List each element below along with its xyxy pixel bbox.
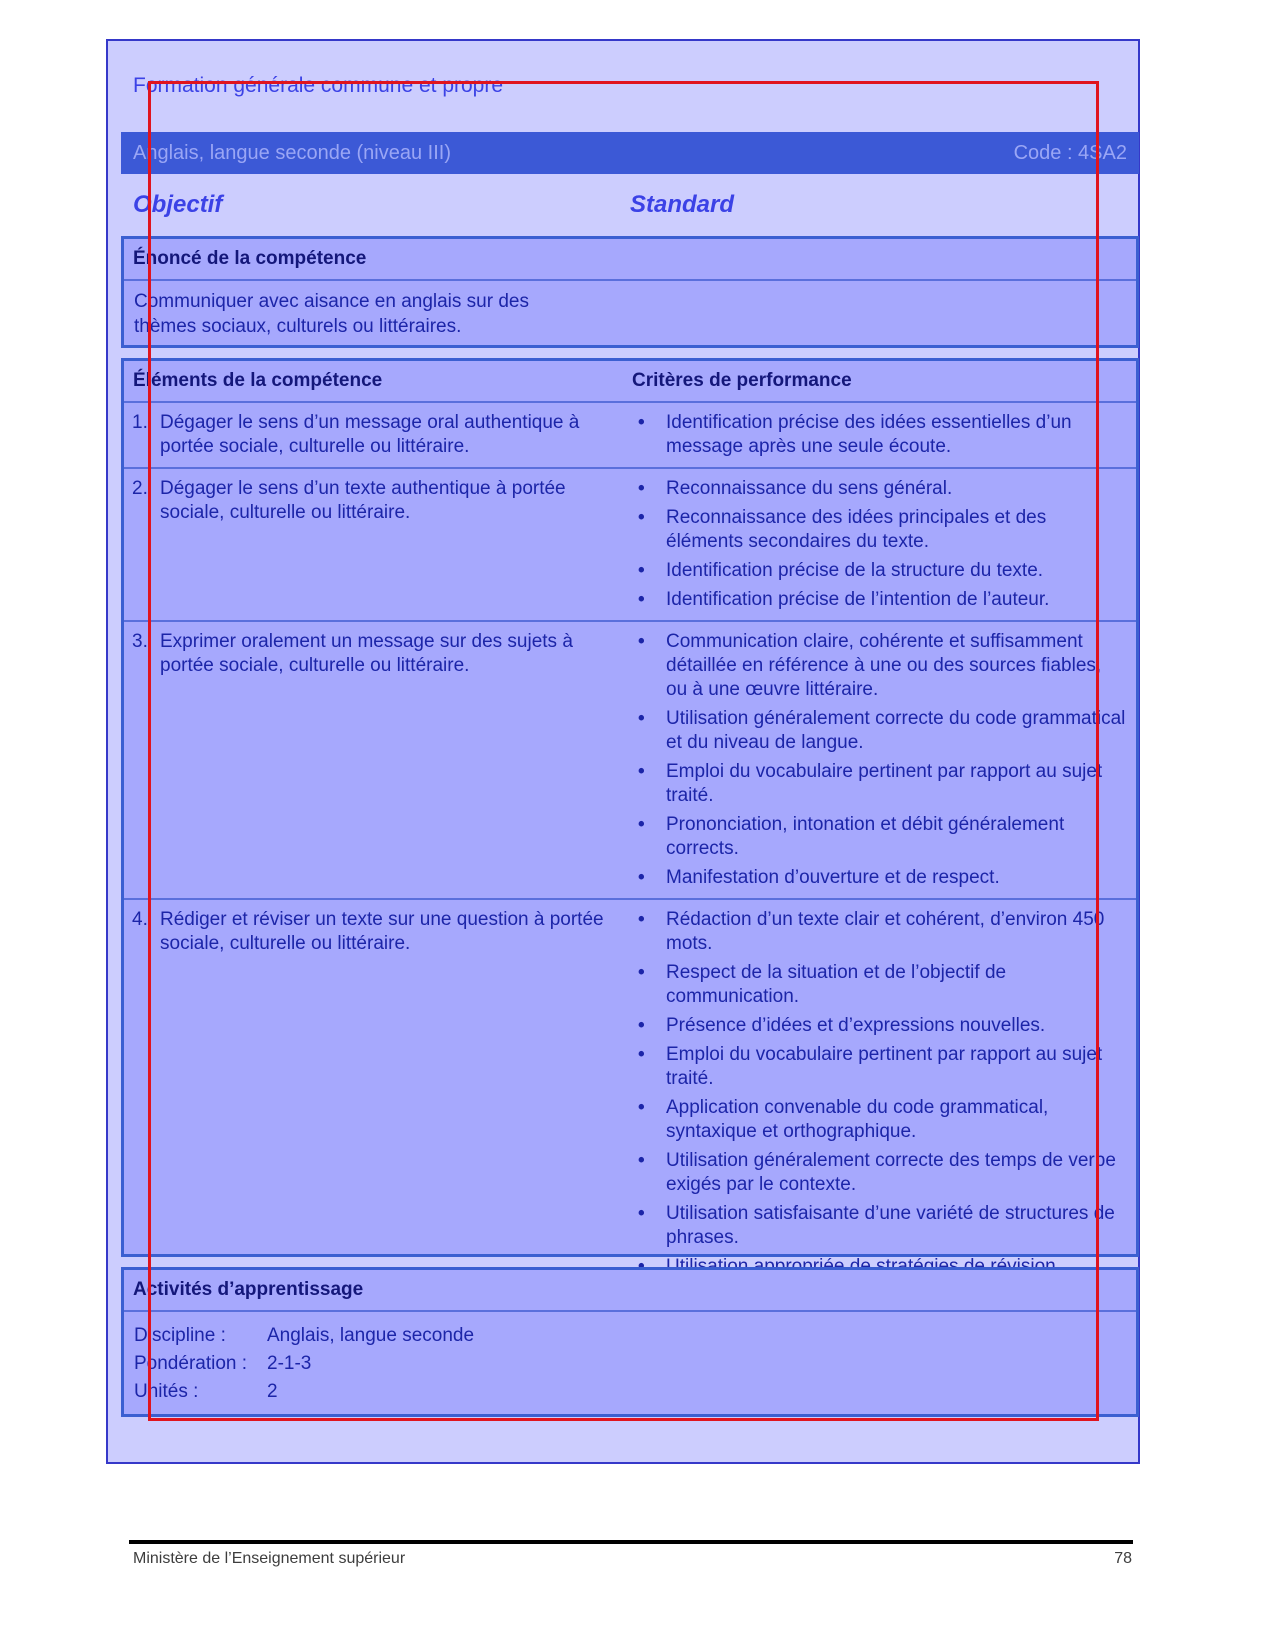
criteria-text: Utilisation généralement correcte des temps de verbe exigés par le contexte. xyxy=(666,1150,1116,1195)
discipline-label: Discipline : xyxy=(134,1325,226,1346)
criteria-text: Identification précise de la structure du texte. xyxy=(666,560,1044,581)
bullet-icon: • xyxy=(638,708,645,729)
criteria-text: Prononciation, intonation et débit généralement corrects. xyxy=(666,814,1065,859)
bullet-icon: • xyxy=(638,478,645,499)
element-text: Dégager le sens d’un message oral authentique à portée sociale, culturelle ou littéraire. xyxy=(160,412,580,457)
course-code: Code : 4SA2 xyxy=(1013,142,1127,164)
bullet-icon: • xyxy=(638,909,645,930)
criteria-item xyxy=(638,630,1126,702)
course-name: Anglais, langue seconde (niveau III) xyxy=(133,142,451,164)
criteria-text: Emploi du vocabulaire pertinent par rapport au sujet traité. xyxy=(666,761,1103,806)
bullet-icon: • xyxy=(638,412,645,433)
discipline-line xyxy=(124,1324,1136,1348)
footer-divider xyxy=(129,1540,1133,1544)
criteria-item xyxy=(638,1043,1126,1091)
activities-heading-row xyxy=(124,1270,1136,1312)
criteria-cell xyxy=(624,622,1136,898)
bullet-icon: • xyxy=(638,761,645,782)
standard-heading: Standard xyxy=(630,191,735,218)
table-row xyxy=(124,622,1136,900)
bullet-icon: • xyxy=(638,560,645,581)
bullet-icon: • xyxy=(638,1015,645,1036)
elements-section xyxy=(121,358,1139,1257)
competency-heading: Énoncé de la compétence xyxy=(133,248,367,269)
competency-statement-line: Communiquer avec aisance en anglais sur des xyxy=(134,291,529,312)
competency-heading-row xyxy=(124,239,1136,281)
elements-heading: Éléments de la compétence xyxy=(133,370,383,391)
bullet-icon: • xyxy=(638,1150,645,1171)
criteria-text: Application convenable du code grammatical, syntaxique et orthographique. xyxy=(666,1097,1049,1142)
bullet-icon: • xyxy=(638,1203,645,1224)
element-text: Rédiger et réviser un texte sur une question à portée sociale, culturelle ou littéraire. xyxy=(160,909,604,954)
element-text: Dégager le sens d’un texte authentique à portée sociale, culturelle ou littéraire. xyxy=(160,478,566,523)
criteria-text: Communication claire, cohérente et suffisamment détaillée en référence à une ou des sources fiables, ou à une œuvre littéraire. xyxy=(666,631,1102,700)
elements-heading-row xyxy=(124,361,1136,403)
page-title: Formation générale commune et propre xyxy=(133,74,504,97)
criteria-item xyxy=(638,411,1126,459)
bullet-icon: • xyxy=(638,589,645,610)
elements-table xyxy=(124,403,1136,1287)
criteria-item xyxy=(638,1096,1126,1144)
unites-line xyxy=(124,1380,1136,1404)
competency-statement xyxy=(124,281,1136,347)
criteria-text: Reconnaissance du sens général. xyxy=(666,478,953,499)
bullet-icon: • xyxy=(638,507,645,528)
criteria-cell xyxy=(624,403,1136,467)
discipline-value: Anglais, langue seconde xyxy=(267,1325,475,1346)
criteria-item xyxy=(638,813,1126,861)
criteria-item xyxy=(638,961,1126,1009)
bullet-icon: • xyxy=(638,1097,645,1118)
bullet-icon: • xyxy=(638,962,645,983)
page-number: 78 xyxy=(1114,1550,1132,1567)
competency-section xyxy=(121,236,1139,348)
criteria-item xyxy=(638,908,1126,956)
criteria-heading: Critères de performance xyxy=(632,370,852,391)
unites-label: Unités : xyxy=(134,1381,199,1402)
unites-value: 2 xyxy=(267,1381,278,1402)
criteria-text: Identification précise de l’intention de l’auteur. xyxy=(666,589,1050,610)
criteria-text: Reconnaissance des idées principales et des éléments secondaires du texte. xyxy=(666,507,1047,552)
criteria-text: Utilisation satisfaisante d’une variété de structures de phrases. xyxy=(666,1203,1115,1248)
criteria-item xyxy=(638,866,1126,890)
table-row xyxy=(124,469,1136,622)
element-number: 3. xyxy=(132,631,148,652)
criteria-text: Présence d’idées et d’expressions nouvelles. xyxy=(666,1015,1046,1036)
element-cell xyxy=(124,469,624,620)
activities-heading: Activités d’apprentissage xyxy=(133,1279,364,1300)
criteria-item xyxy=(638,477,1126,501)
criteria-text: Respect de la situation et de l’objectif de communication. xyxy=(666,962,1007,1007)
criteria-text: Emploi du vocabulaire pertinent par rapport au sujet traité. xyxy=(666,1044,1103,1089)
element-cell xyxy=(124,622,624,898)
bullet-icon: • xyxy=(638,867,645,888)
element-text: Exprimer oralement un message sur des sujets à portée sociale, culturelle ou littéraire. xyxy=(160,631,573,676)
footer-ministry: Ministère de l’Enseignement supérieur xyxy=(133,1550,406,1567)
criteria-text: Identification précise des idées essentielles d’un message après une seule écoute. xyxy=(666,412,1072,457)
criteria-cell xyxy=(624,469,1136,620)
criteria-item xyxy=(638,1202,1126,1250)
element-cell xyxy=(124,403,624,467)
criteria-item xyxy=(638,760,1126,808)
objective-heading: Objectif xyxy=(133,191,223,218)
table-row xyxy=(124,900,1136,1287)
element-number: 4. xyxy=(132,909,148,930)
ponderation-line xyxy=(124,1352,1136,1376)
criteria-item xyxy=(638,559,1126,583)
criteria-text: Manifestation d’ouverture et de respect. xyxy=(666,867,1000,888)
table-row xyxy=(124,403,1136,469)
competency-statement-line: thèmes sociaux, culturels ou littéraires. xyxy=(134,316,462,337)
element-number: 1. xyxy=(132,412,148,433)
activities-section xyxy=(121,1267,1139,1417)
bullet-icon: • xyxy=(638,814,645,835)
criteria-item xyxy=(638,1014,1126,1038)
criteria-item xyxy=(638,506,1126,554)
criteria-text: Rédaction d’un texte clair et cohérent, d’environ 450 mots. xyxy=(666,909,1105,954)
ponderation-value: 2-1-3 xyxy=(267,1353,312,1374)
bullet-icon: • xyxy=(638,631,645,652)
criteria-text: Utilisation généralement correcte du code grammatical et du niveau de langue. xyxy=(666,708,1126,753)
element-cell xyxy=(124,900,624,1287)
bullet-icon: • xyxy=(638,1044,645,1065)
criteria-item xyxy=(638,1149,1126,1197)
element-number: 2. xyxy=(132,478,148,499)
activities-details xyxy=(124,1312,1136,1404)
criteria-item xyxy=(638,707,1126,755)
criteria-cell xyxy=(624,900,1136,1287)
ponderation-label: Pondération : xyxy=(134,1353,248,1374)
criteria-item xyxy=(638,588,1126,612)
course-bar xyxy=(121,132,1139,174)
